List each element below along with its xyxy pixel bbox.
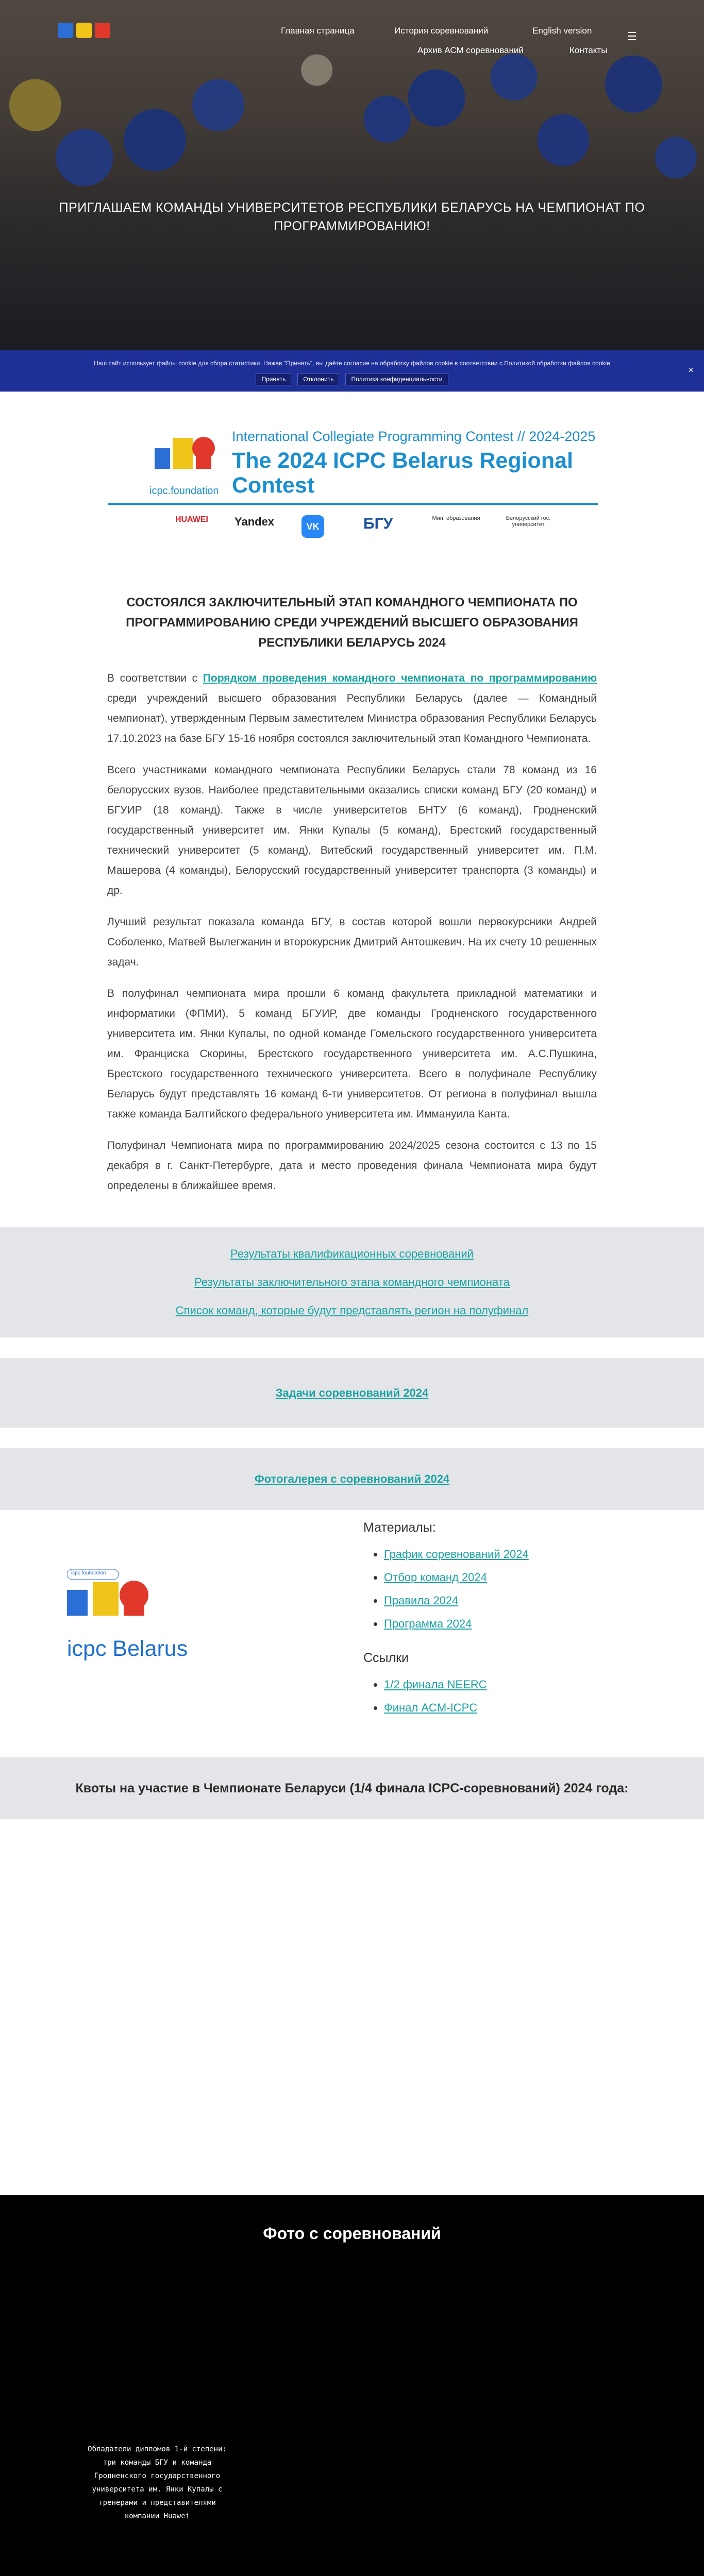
quota-content-area bbox=[0, 1819, 704, 2195]
semifinal-teams-link[interactable]: Список команд, которые будут представлять регион на полуфинал bbox=[175, 1304, 529, 1317]
list-item bbox=[384, 1612, 600, 1635]
sponsor-ministry: Мин. образования bbox=[432, 515, 480, 521]
icpc-belarus-logo bbox=[67, 1569, 211, 1672]
hero-section bbox=[0, 0, 704, 350]
top-nav bbox=[0, 9, 704, 56]
p1-start: В соответствии с bbox=[107, 672, 203, 684]
article-paragraph-4: В полуфинал чемпионата мира прошли 6 команд факультета прикладной математики и информатики (ФПМИ), 5 команд БГУИР, две команды Гродненского государственного университета им. Янки Купалы, по одной команде Гомельского государственного университета им. Франциска Скорины, Брестского государственного университета им. А.С.Пушкина, Брестского государственного технического университета. Всего в полуфинале Республику Беларусь будут представлять 16 команд 6-ти университетов. От региона в полуфинал вышла также команда Балтийского федерального университета им. Иммануила Канта. bbox=[107, 988, 597, 1120]
cookie-accept-button[interactable]: Принять bbox=[256, 373, 291, 385]
article-paragraph-5: Полуфинал Чемпионата мира по программированию 2024/2025 сезона состоится с 13 по 15 декабря в г. Санкт-Петербурге, дата и место проведения финала Чемпионата мира будут определены в ближайшее время. bbox=[107, 1140, 597, 1192]
list-item bbox=[384, 1566, 600, 1589]
tasks-band bbox=[0, 1358, 704, 1428]
cookie-decline-button[interactable]: Отклонить bbox=[297, 373, 339, 385]
list-item bbox=[384, 1589, 600, 1612]
list-item bbox=[384, 1673, 600, 1696]
sponsor-vk: VK bbox=[301, 515, 324, 538]
program-link[interactable]: Программа 2024 bbox=[384, 1617, 472, 1630]
icpc-logo-tag: icpc.foundation bbox=[71, 1570, 106, 1576]
list-item bbox=[384, 1543, 600, 1566]
banner-title: The 2024 ICPC Belarus Regional Contest bbox=[232, 448, 573, 498]
photos-title: Фото с соревнований bbox=[263, 2224, 441, 2243]
logo-block-red bbox=[95, 23, 110, 38]
photos-section bbox=[0, 2195, 704, 2576]
rules-link[interactable]: Порядком проведения командного чемпионата по программированию bbox=[203, 672, 597, 684]
materials-column bbox=[363, 1520, 600, 1735]
menu-item-home[interactable]: Главная страница bbox=[281, 26, 355, 36]
menu-item-contacts[interactable]: Контакты bbox=[569, 45, 608, 55]
cookie-policy-button[interactable]: Политика конфиденциальности bbox=[345, 373, 448, 385]
logo-block-blue bbox=[58, 23, 73, 38]
qualification-results-link[interactable]: Результаты квалификационных соревнований bbox=[230, 1247, 474, 1260]
rules-2024-link[interactable]: Правила 2024 bbox=[384, 1594, 459, 1607]
menu-item-archive[interactable]: Архив АСМ соревнований bbox=[417, 45, 524, 55]
sponsor-huawei: HUAWEI bbox=[175, 515, 208, 524]
materials-title: Материалы: bbox=[363, 1520, 436, 1535]
sponsor-university: Белорусский гос. университет bbox=[506, 515, 551, 528]
article-paragraph-1 bbox=[107, 668, 597, 749]
icpc-banner bbox=[108, 422, 598, 569]
sponsor-yandex: Yandex bbox=[234, 515, 275, 528]
menu-toggle-icon[interactable]: ☰ bbox=[627, 30, 637, 43]
photo-gallery-link[interactable]: Фотогалерея с соревнований 2024 bbox=[254, 1472, 450, 1485]
hero-title bbox=[0, 198, 704, 235]
icpc-belarus-text: icpc Belarus bbox=[67, 1636, 188, 1661]
icpc-foundation-label: icpc.foundation bbox=[149, 485, 219, 497]
banner-divider bbox=[108, 503, 598, 505]
cookie-text: Наш сайт использует файлы cookie для сбора статистики. Нажав "Принять", вы даёте согласие на обработку файлов cookie в соответствии с Политикой обработки файлов cookie bbox=[94, 360, 610, 367]
tasks-link[interactable]: Задачи соревнований 2024 bbox=[275, 1386, 429, 1399]
acm-final-link[interactable]: Финал ACM-ICPC bbox=[384, 1701, 478, 1714]
sponsors-row bbox=[175, 515, 567, 567]
close-icon[interactable]: × bbox=[688, 365, 694, 375]
photos-band bbox=[0, 1448, 704, 1510]
menu-item-english[interactable]: English version bbox=[532, 26, 592, 36]
team-selection-link[interactable]: Отбор команд 2024 bbox=[384, 1571, 487, 1584]
neerc-link[interactable]: 1/2 финала NEERC bbox=[384, 1678, 487, 1691]
logo-block-yellow bbox=[76, 23, 92, 38]
results-links-band bbox=[0, 1227, 704, 1337]
schedule-link[interactable]: График соревнований 2024 bbox=[384, 1548, 529, 1561]
hero-line-2: ПРОГРАММИРОВАНИЮ! bbox=[274, 219, 430, 233]
materials-section bbox=[0, 1510, 704, 1757]
quota-heading: Квоты на участие в Чемпионате Беларуси (1/4 финала ICPC-соревнований) 2024 года: bbox=[0, 1757, 704, 1819]
menu-item-history[interactable]: История соревнований bbox=[394, 26, 489, 36]
photo-caption: Обладатели дипломов 1-й степени: три команды БГУ и команда Гродненского государственного университета им. Янки Купалы с тренерами и представителями компании Huawei bbox=[88, 2445, 227, 2520]
article-paragraph-2: Всего участниками командного чемпионата Республики Беларусь стали 78 команд из 16 белорусских вузов. Наиболее представительными оказались списки команд БГУ (20 команд) и БГУИР (18 команд). Также в числе университетов БНТУ (6 команд), Гродненский государственный университет им. Янки Купалы (5 команд), Брестский государственный технический университет (5 команд), Витебский государственный университет им. П.М. Машерова (4 команды), Белорусский государственный университет транспорта (3 команды) и др. bbox=[107, 764, 597, 896]
p1-end: среди учреждений высшего образования Республики Беларусь (далее — Командный чемпионат), утвержденным Первым заместителем Министра образования Республики Беларусь 17.10.2023 на базе БГУ 15-16 ноября состоялся заключительный этап Командного Чемпионата. bbox=[107, 692, 597, 744]
article-heading: СОСТОЯЛСЯ ЗАКЛЮЧИТЕЛЬНЫЙ ЭТАП КОМАНДНОГО ЧЕМПИОНАТА ПО ПРОГРАММИРОВАНИЮ СРЕДИ УЧРЕЖДЕНИЙ ВЫСШЕГО ОБРАЗОВАНИЯ РЕСПУБЛИКИ БЕЛАРУСЬ 2024 bbox=[126, 596, 578, 650]
links-list bbox=[384, 1673, 600, 1719]
banner-subtitle: International Collegiate Programming Contest // 2024-2025 bbox=[232, 429, 596, 444]
links-title: Ссылки bbox=[363, 1651, 409, 1665]
site-logo[interactable] bbox=[58, 23, 120, 41]
list-item bbox=[384, 1696, 600, 1719]
sponsor-bsu: БГУ bbox=[363, 515, 393, 532]
cookie-banner bbox=[0, 350, 704, 392]
icpc-belarus-icon bbox=[67, 1569, 211, 1631]
materials-list bbox=[384, 1543, 600, 1635]
hero-line-1: ПРИГЛАШАЕМ КОМАНДЫ УНИВЕРСИТЕТОВ РЕСПУБЛИКИ БЕЛАРУСЬ НА ЧЕМПИОНАТ ПО bbox=[59, 200, 645, 215]
final-results-link[interactable]: Результаты заключительного этапа командного чемпионата bbox=[194, 1276, 510, 1289]
article-paragraph-3: Лучший результат показала команда БГУ, в состав которой вошли первокурсники Андрей Соболенко, Матвей Вылегжанин и второкурсник Дмитрий Антошкевич. На их счету 10 решенных задач. bbox=[107, 916, 597, 968]
